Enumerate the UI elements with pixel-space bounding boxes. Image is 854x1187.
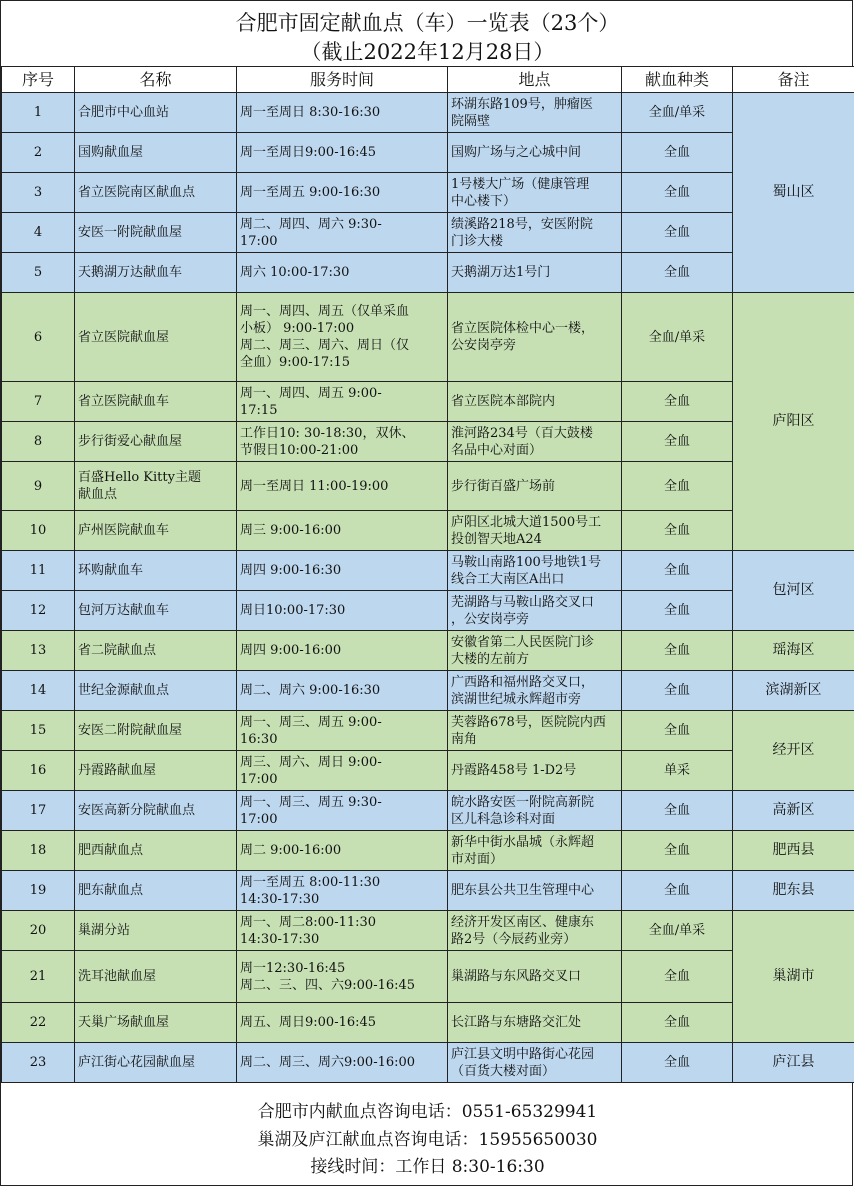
row-number: 11 [2,551,75,591]
page-title: 合肥市固定献血点（车）一览表（23个） [235,11,620,35]
row-type: 全血 [622,422,733,462]
row-type: 全血/单采 [622,293,733,382]
table-row [2,293,854,382]
row-name: 省立医院南区献血点 [75,173,237,213]
row-number: 6 [2,293,75,382]
header-place: 地点 [448,67,622,93]
table-row [2,631,854,671]
row-place: 丹霞路458号 1-D2号 [448,751,622,791]
row-name: 省立医院献血车 [75,382,237,422]
page-subtitle: （截止2022年12月28日） [300,40,555,64]
row-type: 全血 [622,671,733,711]
row-number: 20 [2,911,75,951]
row-time: 周二、周六 9:00-16:30 [237,671,448,711]
row-time: 周四 9:00-16:00 [237,631,448,671]
row-name: 巢湖分站 [75,911,237,951]
row-place: 庐阳区北城大道1500号工 投创智天地A24 [448,511,622,551]
row-type: 全血 [622,173,733,213]
donation-points-table [1,66,854,1083]
table-row [2,511,854,551]
row-number: 4 [2,213,75,253]
row-time: 周一、周二8:00-11:30 14:30-17:30 [237,911,448,951]
row-name: 庐江街心花园献血屋 [75,1043,237,1083]
row-number: 21 [2,951,75,1003]
row-time: 工作日10: 30-18:30，双休、 节假日10:00-21:00 [237,422,448,462]
row-type: 全血 [622,791,733,831]
row-time: 周一至周日 11:00-19:00 [237,462,448,511]
row-number: 23 [2,1043,75,1083]
row-type: 全血 [622,711,733,751]
row-type: 全血 [622,591,733,631]
table-row [2,751,854,791]
table-row [2,1003,854,1043]
row-time: 周一、周四、周五（仅单采血 小板） 9:00-17:00 周二、周三、周六、周日（仅 全血）9:00-17:15 [237,293,448,382]
table-row [2,551,854,591]
row-place: 广西路和福州路交叉口， 滨湖世纪城永辉超市旁 [448,671,622,711]
row-time: 周二、周四、周六 9:30- 17:00 [237,213,448,253]
row-name: 世纪金源献血点 [75,671,237,711]
table-row [2,173,854,213]
header-remark: 备注 [733,67,854,93]
table-row [2,422,854,462]
row-type: 全血 [622,1003,733,1043]
row-place: 绩溪路218号，安医附院 门诊大楼 [448,213,622,253]
row-name: 天鹅湖万达献血车 [75,253,237,293]
row-place: 省立医院本部院内 [448,382,622,422]
row-type: 全血/单采 [622,911,733,951]
table-row [2,831,854,871]
table-row [2,93,854,133]
header-no: 序号 [2,67,75,93]
row-type: 全血/单采 [622,93,733,133]
row-place: 肥东县公共卫生管理中心 [448,871,622,911]
row-type: 全血 [622,831,733,871]
row-place: 庐江县文明中路街心花园 （百货大楼对面） [448,1043,622,1083]
row-time: 周三、周六、周日 9:00- 17:00 [237,751,448,791]
row-number: 18 [2,831,75,871]
row-place: 1号楼大广场（健康管理 中心楼下） [448,173,622,213]
row-number: 16 [2,751,75,791]
table-header-row [2,67,854,93]
row-district: 包河区 [733,551,854,631]
row-time: 周一至周五 8:00-11:30 14:30-17:30 [237,871,448,911]
table-row [2,711,854,751]
row-type: 全血 [622,213,733,253]
row-district: 高新区 [733,791,854,831]
row-time: 周一至周日9:00-16:45 [237,133,448,173]
row-place: 新华中街水晶城（永辉超 市对面） [448,831,622,871]
row-name: 省二院献血点 [75,631,237,671]
row-number: 8 [2,422,75,462]
row-district: 庐江县 [733,1043,854,1083]
row-type: 全血 [622,1043,733,1083]
table-row [2,871,854,911]
row-district: 蜀山区 [733,93,854,293]
row-place: 芙蓉路678号，医院院内西 南角 [448,711,622,751]
row-number: 12 [2,591,75,631]
row-type: 全血 [622,871,733,911]
row-number: 13 [2,631,75,671]
row-time: 周四 9:00-16:30 [237,551,448,591]
header-type: 献血种类 [622,67,733,93]
row-district: 庐阳区 [733,293,854,551]
row-number: 10 [2,511,75,551]
row-time: 周六 10:00-17:30 [237,253,448,293]
table-row [2,671,854,711]
row-name: 百盛Hello Kitty主题 献血点 [75,462,237,511]
table-row [2,133,854,173]
row-place: 淮河路234号（百大鼓楼 名品中心对面） [448,422,622,462]
row-name: 庐州医院献血车 [75,511,237,551]
row-type: 全血 [622,253,733,293]
row-name: 包河万达献血车 [75,591,237,631]
row-name: 安医一附院献血屋 [75,213,237,253]
table-row [2,253,854,293]
row-name: 肥西献血点 [75,831,237,871]
table-row [2,791,854,831]
row-place: 巢湖路与东风路交叉口 [448,951,622,1003]
row-place: 步行街百盛广场前 [448,462,622,511]
row-number: 15 [2,711,75,751]
row-type: 全血 [622,511,733,551]
row-district: 巢湖市 [733,911,854,1043]
row-time: 周三 9:00-16:00 [237,511,448,551]
row-place: 环湖东路109号，肿瘤医 院隔壁 [448,93,622,133]
row-name: 安医二附院献血屋 [75,711,237,751]
footer-hours: 接线时间：工作日 8:30-16:30 [310,1157,545,1177]
row-place: 国购广场与之心城中间 [448,133,622,173]
row-name: 合肥市中心血站 [75,93,237,133]
row-district: 滨湖新区 [733,671,854,711]
row-type: 全血 [622,462,733,511]
row-time: 周一、周三、周五 9:30- 17:00 [237,791,448,831]
row-name: 国购献血屋 [75,133,237,173]
row-time: 周五、周日9:00-16:45 [237,1003,448,1043]
row-number: 5 [2,253,75,293]
row-name: 步行街爱心献血屋 [75,422,237,462]
row-district: 瑶海区 [733,631,854,671]
header-time: 服务时间 [237,67,448,93]
row-number: 22 [2,1003,75,1043]
header-name: 名称 [75,67,237,93]
row-time: 周一至周五 9:00-16:30 [237,173,448,213]
row-number: 1 [2,93,75,133]
row-place: 安徽省第二人民医院门诊 大楼的左前方 [448,631,622,671]
row-number: 14 [2,671,75,711]
row-number: 9 [2,462,75,511]
row-type: 全血 [622,133,733,173]
row-place: 长江路与东塘路交汇处 [448,1003,622,1043]
row-type: 全血 [622,551,733,591]
table-row [2,1043,854,1083]
row-number: 17 [2,791,75,831]
row-district: 肥西县 [733,831,854,871]
row-time: 周二 9:00-16:00 [237,831,448,871]
table-body [2,93,854,1083]
row-type: 单采 [622,751,733,791]
row-number: 3 [2,173,75,213]
row-time: 周一、周四、周五 9:00- 17:15 [237,382,448,422]
row-name: 安医高新分院献血点 [75,791,237,831]
row-name: 丹霞路献血屋 [75,751,237,791]
row-district: 经开区 [733,711,854,791]
row-number: 7 [2,382,75,422]
row-time: 周一至周日 8:30-16:30 [237,93,448,133]
row-time: 周二、周三、周六9:00-16:00 [237,1043,448,1083]
row-type: 全血 [622,631,733,671]
table-row [2,911,854,951]
row-number: 2 [2,133,75,173]
row-type: 全血 [622,382,733,422]
row-name: 洗耳池献血屋 [75,951,237,1003]
table-row [2,382,854,422]
row-place: 经济开发区南区、健康东 路2号（今辰药业旁） [448,911,622,951]
row-place: 芜湖路与马鞍山路交叉口 ，公安岗亭旁 [448,591,622,631]
table-row [2,213,854,253]
row-place: 天鹅湖万达1号门 [448,253,622,293]
row-type: 全血 [622,951,733,1003]
table-row [2,591,854,631]
row-name: 环购献血车 [75,551,237,591]
row-place: 马鞍山南路100号地铁1号 线合工大南区A出口 [448,551,622,591]
footer-phone-chaohu-lujiang: 巢湖及庐江献血点咨询电话：15955650030 [257,1130,598,1150]
row-time: 周一、周三、周五 9:00- 16:30 [237,711,448,751]
row-number: 19 [2,871,75,911]
row-name: 肥东献血点 [75,871,237,911]
row-place: 省立医院体检中心一楼， 公安岗亭旁 [448,293,622,382]
row-time: 周一12:30-16:45 周二、三、四、六9:00-16:45 [237,951,448,1003]
row-time: 周日10:00-17:30 [237,591,448,631]
table-row [2,462,854,511]
row-name: 天巢广场献血屋 [75,1003,237,1043]
table-row [2,951,854,1003]
row-name: 省立医院献血屋 [75,293,237,382]
row-district: 肥东县 [733,871,854,911]
row-place: 皖水路安医一附院高新院 区儿科急诊科对面 [448,791,622,831]
footer-phone-city: 合肥市内献血点咨询电话：0551-65329941 [257,1102,598,1122]
